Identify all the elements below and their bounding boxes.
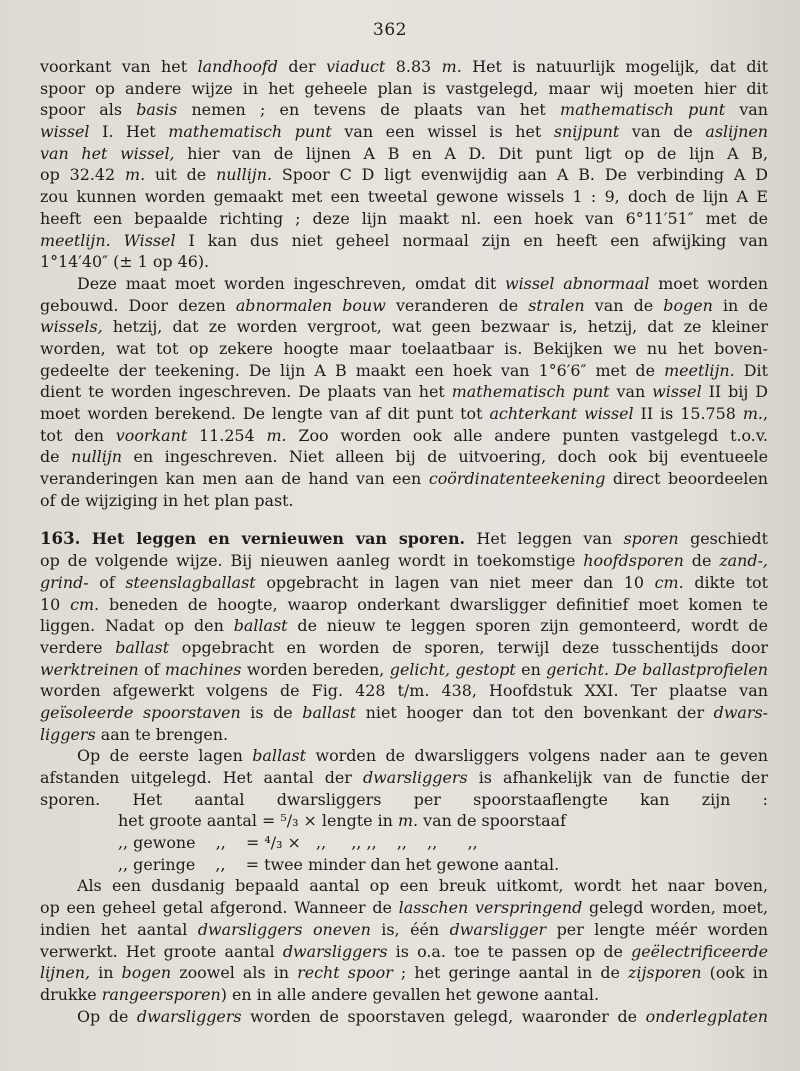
text-line: lijnen, in bogen zoowel als in recht spoor ; het geringe aantal in de zijsporen (ook in xyxy=(40,963,768,983)
section-title: Het leggen en vernieuwen van sporen. xyxy=(91,529,466,549)
paragraph xyxy=(40,273,768,512)
text-line: de nullijn en ingeschreven. Niet alleen bij de uitvoering, doch ook bij eventueele xyxy=(40,447,768,467)
text-line: gedeelte der teekening. De lijn A B maakt een hoek van 1°6′6″ met de meetlijn. Dit xyxy=(40,360,768,380)
text-line: liggen. Nadat op den ballast de nieuw te leggen sporen zijn gemonteerd, wordt de xyxy=(40,616,768,636)
text-line: op 32.42 m. uit de nullijn. Spoor C D ligt evenwijdig aan A B. De verbinding A D xyxy=(40,165,768,185)
text-line: heeft een bepaalde richting ; deze lijn maakt nl. een hoek van 6°11′51″ met de xyxy=(40,208,768,228)
body-text xyxy=(40,56,768,1027)
text-line: zou kunnen worden gemaakt met een tweetal gewone wissels 1 : 9, doch de lijn A E xyxy=(40,187,768,207)
text-line: tot den voorkant 11.254 m. Zoo worden ook alle andere punten vastgelegd t.o.v. xyxy=(40,425,768,445)
text-line: worden, wat tot op zekere hoogte maar toelaatbaar is. Bekijken we nu het boven- xyxy=(40,338,768,358)
text-line: 163. Het leggen en vernieuwen van sporen. Het leggen van sporen geschiedt xyxy=(40,528,768,549)
text-line: 10 cm. beneden de hoogte, waarop onderkant dwarsligger definitief moet komen te xyxy=(40,594,768,614)
text-line: wissel I. Het mathematisch punt van een wissel is het snijpunt van de aslijnen xyxy=(40,122,768,142)
text-line: meetlijn. Wissel I kan dus niet geheel normaal zijn en heeft een afwijking van xyxy=(40,230,768,250)
text-line: worden afgewerkt volgens de Fig. 428 t/m. 438, Hoofdstuk XXI. Ter plaatse van xyxy=(40,681,768,701)
text-line: gebouwd. Door dezen abnormalen bouw veranderen de stralen van de bogen in de xyxy=(40,295,768,315)
paragraph xyxy=(40,56,768,273)
text-line: sporen. Het aantal dwarsliggers per spoorstaaflengte kan zijn : xyxy=(40,789,768,809)
text-line: werktreinen of machines worden bereden, gelicht, gestopt en gericht. De ballastprofielen xyxy=(40,659,768,679)
text-line: verwerkt. Het groote aantal dwarsliggers is o.a. toe te passen op de geëlectrificeerde xyxy=(40,941,768,961)
formula-line: het groote aantal = ⁵/₃ × lengte in m. van de spoorstaaf xyxy=(118,811,566,831)
text-line: op de volgende wijze. Bij nieuwen aanleg wordt in toekomstige hoofdsporen de zand-, xyxy=(40,551,768,571)
formula-line: ,, geringe ,, = twee minder dan het gewone aantal. xyxy=(118,854,560,874)
section-number: 163. xyxy=(40,528,81,549)
paragraph xyxy=(40,1006,768,1028)
text-line: geïsoleerde spoorstaven is de ballast niet hooger dan tot den bovenkant der dwars- xyxy=(40,702,769,722)
text-line: Op de dwarsliggers worden de spoorstaven gelegd, waaronder de onderlegplaten xyxy=(77,1006,768,1026)
text-line: indien het aantal dwarsliggers oneven is, één dwarsligger per lengte méér worden xyxy=(40,919,769,939)
paragraph xyxy=(40,875,768,1005)
paragraph xyxy=(40,528,768,745)
text-line: grind- of steenslagballast opgebracht in lagen van niet meer dan 10 cm. dikte tot xyxy=(40,572,768,592)
paragraph xyxy=(40,745,768,875)
text-line: moet worden berekend. De lengte van af dit punt tot achterkant wissel II is 15.758 m., xyxy=(40,404,768,423)
text-line: spoor op andere wijze in het geheele plan is vastgelegd, maar wij moeten hier dit xyxy=(40,78,768,98)
text-line: veranderingen kan men aan de hand van een coördinatenteekening direct beoordeelen xyxy=(40,469,768,489)
text-line: Als een dusdanig bepaald aantal op een breuk uitkomt, wordt het naar boven, xyxy=(77,876,768,896)
text-line: op een geheel getal afgerond. Wanneer de lasschen verspringend gelegd worden, moet, xyxy=(40,898,768,918)
text-line: liggers aan te brengen. xyxy=(40,724,229,744)
text-line: verdere ballast opgebracht en worden de sporen, terwijl deze tusschentijds door xyxy=(40,637,769,657)
text-line: voorkant van het landhoofd der viaduct 8.83 m. Het is natuurlijk mogelijk, dat dit xyxy=(40,57,769,76)
text-line: 1°14′40″ (± 1 op 46). xyxy=(40,252,210,272)
text-line: afstanden uitgelegd. Het aantal der dwarsliggers is afhankelijk van de functie der xyxy=(40,768,768,787)
text-line: of de wijziging in het plan past. xyxy=(40,490,294,510)
text-line: wissels, hetzij, dat ze worden vergroot, wat geen bezwaar is, hetzij, dat ze kleiner xyxy=(40,317,768,337)
text-line: drukke rangeersporen) en in alle andere gevallen het gewone aantal. xyxy=(40,984,600,1004)
text-line: spoor als basis nemen ; en tevens de plaats van het mathematisch punt van xyxy=(40,100,768,120)
page-number: 362 xyxy=(373,20,407,40)
text-line: van het wissel, hier van de lijnen A B en A D. Dit punt ligt op de lijn A B, xyxy=(40,143,768,163)
text-line: Op de eerste lagen ballast worden de dwarsliggers volgens nader aan te geven xyxy=(77,746,768,766)
text-line: dient te worden ingeschreven. De plaats van het mathematisch punt van wissel II bij D xyxy=(40,382,768,402)
formula-line: ,, gewone ,, = ⁴/₃ × ,, ,, ,, ,, ,, ,, xyxy=(118,833,478,853)
text-line: Deze maat moet worden ingeschreven, omdat dit wissel abnormaal moet worden xyxy=(77,273,768,293)
